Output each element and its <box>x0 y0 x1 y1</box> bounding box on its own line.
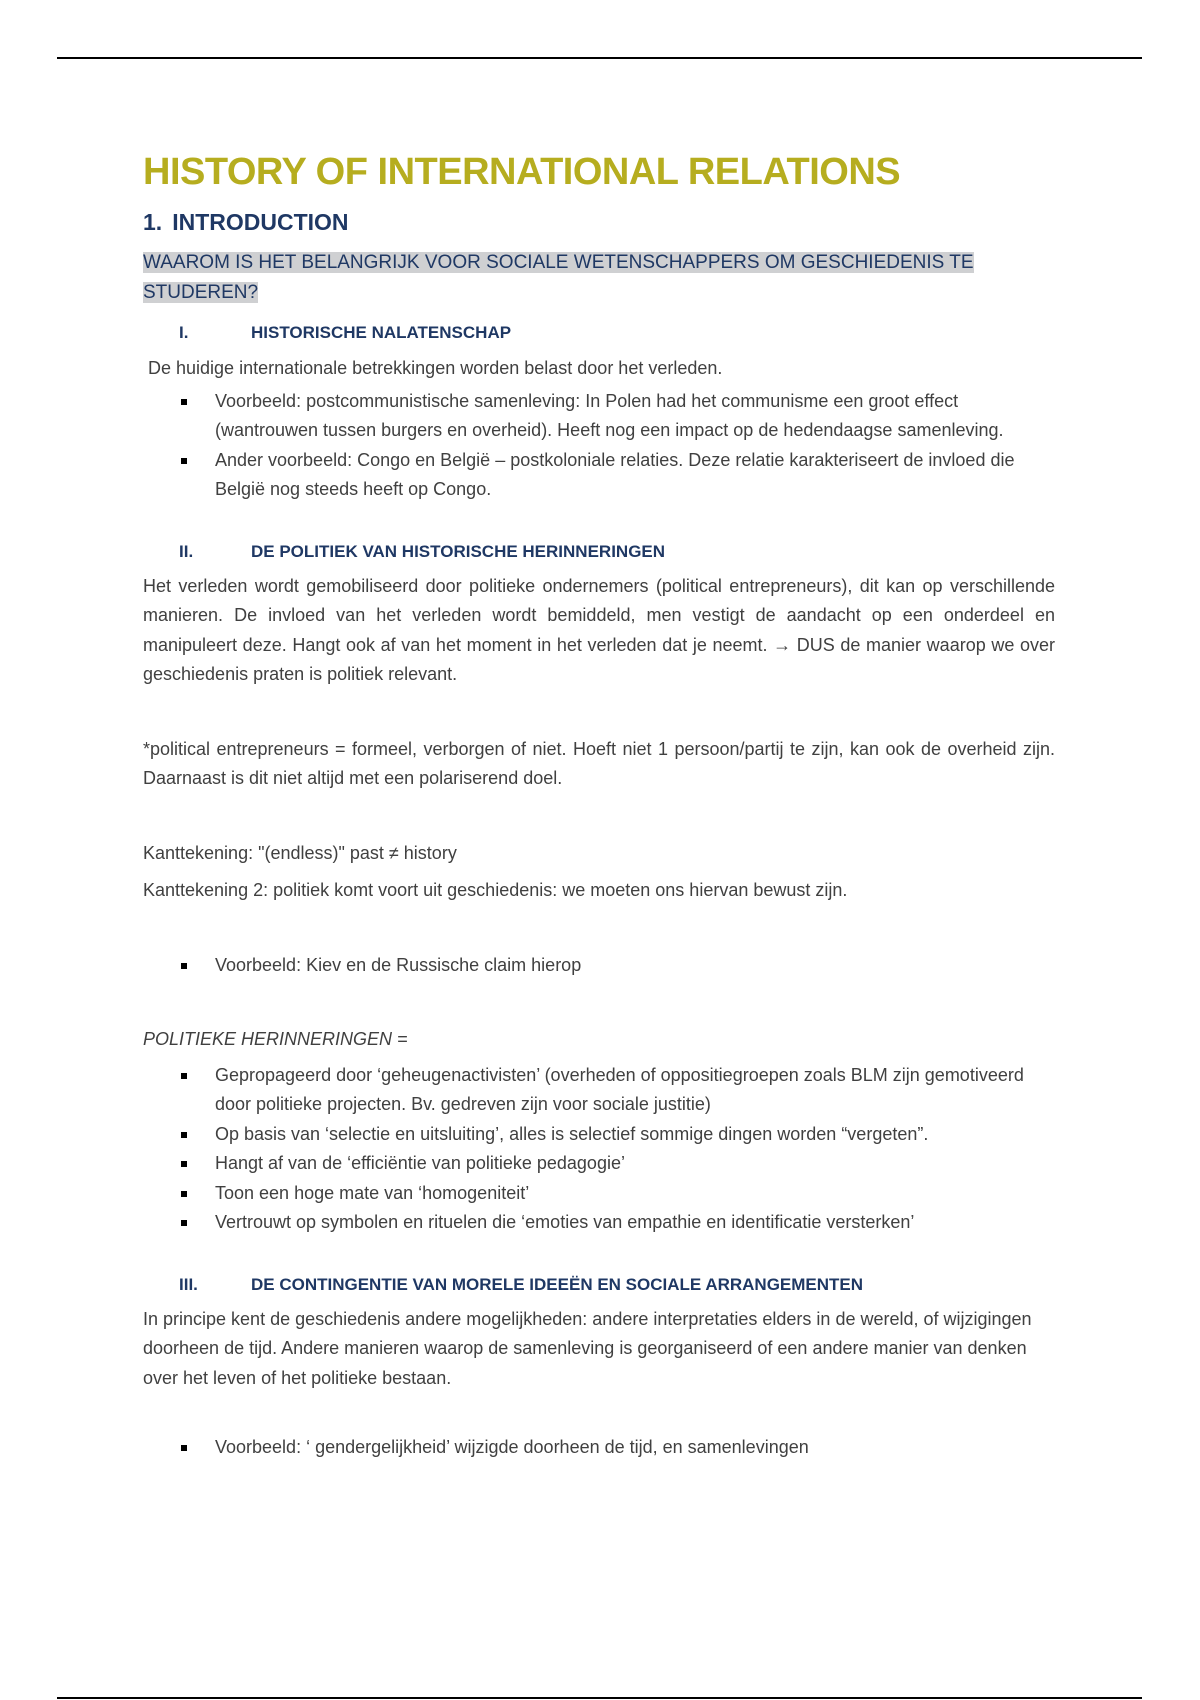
bullet-icon <box>181 399 187 405</box>
bullet-icon <box>181 1161 187 1167</box>
list-item-text: Toon een hoge mate van ‘homogeniteit’ <box>215 1182 530 1203</box>
list-item-text: Voorbeeld: postcommunistische samenleving: In Polen had het communisme een groot effect (wantrouwen tussen burgers en overheid). Heeft nog een impact op de hedendaagse samenleving. <box>215 390 1004 440</box>
header-rule <box>57 57 1142 59</box>
bullet-icon <box>181 1132 187 1138</box>
list-item <box>143 1433 1055 1463</box>
bullet-icon <box>181 1445 187 1451</box>
bullet-icon <box>181 458 187 464</box>
paragraph: Het verleden wordt gemobiliseerd door politieke ondernemers (political entrepreneurs), dit kan op verschillende manieren. De invloed van het verleden wordt bemiddeld, men vestigt de aandacht op een onderdeel en manipuleert deze. Hangt ook af van het moment in het verleden dat je neemt. → DUS de manier waarop we over geschiedenis praten is politiek relevant. <box>143 575 1055 684</box>
bullet-icon <box>181 963 187 969</box>
footnote-paragraph: *political entrepreneurs = formeel, verborgen of niet. Hoeft niet 1 persoon/partij te zijn, kan ook de overheid zijn. Daarnaast is dit niet altijd met een polariserend doel. <box>143 738 1055 788</box>
bullet-icon <box>181 1191 187 1197</box>
list-item <box>143 1208 1055 1238</box>
section-title: INTRODUCTION <box>172 209 349 235</box>
paragraph: De huidige internationale betrekkingen worden belast door het verleden. <box>148 358 723 378</box>
highlighted-question: WAAROM IS HET BELANGRIJK VOOR SOCIALE WETENSCHAPPERS OM GESCHIEDENIS TE STUDEREN? <box>143 252 974 303</box>
paragraph: In principe kent de geschiedenis andere mogelijkheden: andere interpretaties elders in de wereld, of wijzigingen doorheen de tijd. Andere manieren waarop de samenleving is georganiseerd of een andere manier van denken over het leven of het politieke bestaan. <box>143 1308 1032 1388</box>
subheading-numeral: III. <box>179 1274 198 1294</box>
list-item-text: Gepropageerd door ‘geheugenactivisten’ (overheden of oppositiegroepen zoals BLM zijn gemotiveerd door politieke projecten. Bv. gedreven zijn voor sociale justitie) <box>215 1064 1024 1114</box>
bullet-list <box>143 1433 1055 1463</box>
list-item <box>143 1149 1055 1179</box>
list-item <box>143 1061 1055 1120</box>
list-item-text: Op basis van ‘selectie en uitsluiting’, alles is selectief sommige dingen worden “vergeten”. <box>215 1123 929 1144</box>
footer-rule <box>57 1697 1142 1699</box>
document-page <box>143 148 1055 1463</box>
subheading-title: DE POLITIEK VAN HISTORISCHE HERINNERINGEN <box>251 541 666 561</box>
subheading-title: DE CONTINGENTIE VAN MORELE IDEEËN EN SOCIALE ARRANGEMENTEN <box>251 1274 864 1294</box>
document-title: HISTORY OF INTERNATIONAL RELATIONS <box>143 151 901 193</box>
bullet-icon <box>181 1220 187 1226</box>
memory-heading: POLITIEKE HERINNERINGEN = <box>143 1029 408 1049</box>
list-item <box>143 1120 1055 1150</box>
subheading-title: HISTORISCHE NALATENSCHAP <box>251 323 512 342</box>
list-item-text: Voorbeeld: Kiev en de Russische claim hierop <box>215 954 582 975</box>
section-heading <box>143 206 1055 238</box>
research-question <box>143 248 1055 308</box>
bullet-list <box>143 387 1055 505</box>
subheading-contingency <box>143 1273 1055 1297</box>
bullet-list <box>143 1061 1055 1238</box>
note: Kanttekening 2: politiek komt voort uit geschiedenis: we moeten ons hiervan bewust zijn. <box>143 880 848 900</box>
note: Kanttekening: "(endless)" past ≠ history <box>143 842 457 863</box>
subheading-historical-legacy <box>143 321 1055 345</box>
subheading-numeral: II. <box>179 541 194 561</box>
list-item <box>143 1179 1055 1209</box>
list-item <box>143 951 1055 981</box>
subheading-numeral: I. <box>179 323 189 342</box>
subheading-politics-of-memory <box>143 540 1055 564</box>
bullet-icon <box>181 1073 187 1079</box>
list-item-text: Voorbeeld: ‘ gendergelijkheid’ wijzigde doorheen de tijd, en samenlevingen <box>215 1437 809 1457</box>
list-item <box>143 446 1055 505</box>
bullet-list <box>143 951 1055 981</box>
list-item-text: Ander voorbeeld: Congo en België – postkoloniale relaties. Deze relatie karakteriseert de invloed die België nog steeds heeft op Congo. <box>215 449 1015 499</box>
list-item <box>143 387 1055 446</box>
section-number: 1. <box>143 209 163 235</box>
list-item-text: Hangt af van de ‘efficiëntie van politieke pedagogie’ <box>215 1153 625 1173</box>
list-item-text: Vertrouwt op symbolen en rituelen die ‘emoties van empathie en identificatie versterken’ <box>215 1212 915 1232</box>
